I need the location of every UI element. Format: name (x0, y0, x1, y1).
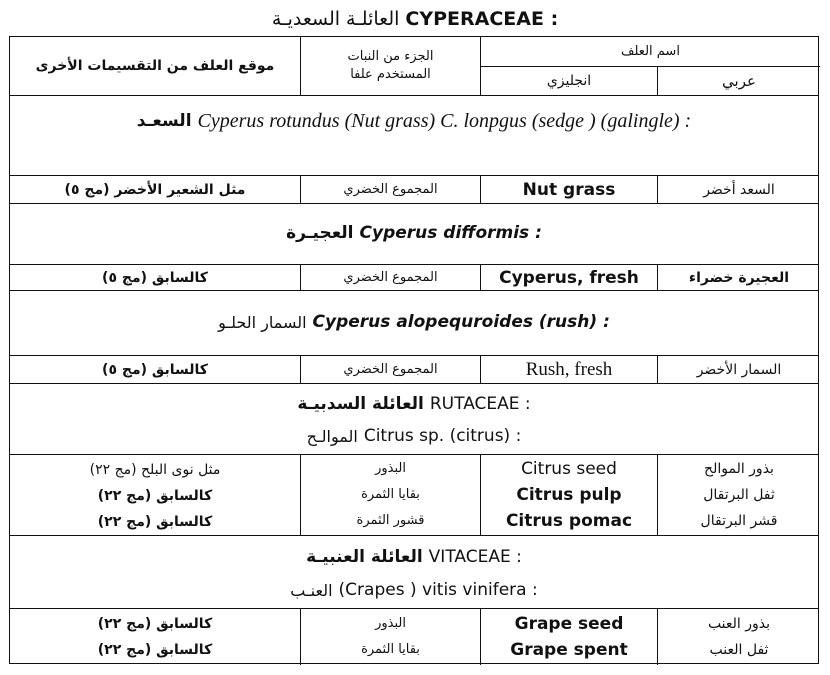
english-name: Cyperus, fresh (480, 265, 657, 290)
header-plant-part-line2: المستخدم علفا (350, 67, 431, 82)
section-title-latin: Cyperus difformis : (359, 223, 542, 243)
family-rutaceae (10, 383, 818, 454)
table-row (10, 264, 818, 290)
section-title-arabic: السمار الحلـو (218, 312, 307, 332)
other-classification: كالسابق (مج ٢٢) (97, 488, 213, 504)
other-classification: كالسابق (مج ٢٢) (97, 514, 213, 530)
arabic-name: العجيرة خضراء (657, 265, 820, 290)
section-title-arabic: السعـد (136, 111, 192, 131)
arabic-name: السمار الأخضر (657, 356, 820, 383)
english-name: Rush, fresh (480, 356, 657, 383)
header-english: انجليزي (480, 66, 657, 95)
arabic-name: السعد أخضر (657, 176, 820, 203)
header-arabic: عربي (657, 66, 820, 95)
english-name: Grape seed (514, 614, 624, 634)
plant-part: بقايا الثمرة (361, 642, 420, 657)
title-latin: CYPERACEAE : (405, 8, 559, 30)
english-name: Citrus seed (521, 459, 617, 479)
other-classification: كالسابق (مج ٥) (102, 269, 208, 286)
page-title (0, 2, 830, 36)
section-cyperus-difformis (10, 203, 818, 264)
section-title-latin: Cyperus rotundus (Nut grass) C. lonpgus (sedge ) (galingle) : (197, 109, 692, 132)
family-title-latin: RUTACEAE : (429, 394, 531, 414)
family-vitaceae (10, 535, 818, 608)
genus-title-arabic: الموالـح (306, 426, 358, 446)
feed-table (9, 36, 819, 664)
plant-part: المجموع الخضري (300, 176, 480, 203)
table-row (10, 175, 818, 203)
other-classification: مثل الشعير الأخضر (مج ٥) (64, 181, 246, 198)
section-title-latin: Cyperus alopequroides (rush) : (312, 312, 610, 332)
species-title-latin: (Crapes ) vitis vinifera : (338, 580, 538, 600)
header-plant-part-line1: الجزء من النبات (347, 49, 434, 64)
family-title-arabic: العائلة العنبيـة (306, 547, 423, 567)
plant-part: قشور الثمرة (356, 513, 425, 528)
grape-rows (10, 608, 818, 665)
genus-title-latin: Citrus sp. (citrus) : (363, 426, 522, 446)
arabic-name: قشر البرتقال (700, 513, 778, 529)
header-other-classifications: موقع العلف من التقسيمات الأخرى (35, 58, 275, 74)
arabic-name: بذور الموالح (704, 461, 774, 477)
header-feed-name: اسم العلف (480, 37, 820, 66)
english-name: Citrus pulp (516, 485, 622, 505)
title-arabic: العائلـة السعديـة (271, 8, 400, 30)
plant-part: المجموع الخضري (300, 356, 480, 383)
family-title-arabic: العائلة السدبيـة (297, 394, 424, 414)
table-header (10, 37, 818, 95)
plant-part: البذور (375, 461, 406, 476)
citrus-rows (10, 454, 818, 535)
table-row (10, 355, 818, 383)
header-plant-part (300, 37, 480, 95)
english-name: Nut grass (480, 176, 657, 203)
other-classification: كالسابق (مج ٥) (102, 361, 208, 378)
arabic-name: ثفل العنب (709, 642, 769, 658)
family-title-latin: VITACEAE : (428, 547, 522, 567)
other-classification: مثل نوى البلح (مج ٢٢) (89, 462, 221, 478)
other-classification: كالسابق (مج ٢٢) (97, 616, 213, 632)
english-name: Grape spent (510, 640, 628, 660)
plant-part: البذور (375, 616, 406, 631)
english-name: Citrus pomac (505, 511, 633, 531)
section-cyperus-rotundus (10, 95, 818, 175)
plant-part: المجموع الخضري (300, 265, 480, 290)
section-cyperus-alopequroides (10, 290, 818, 355)
other-classification: كالسابق (مج ٢٢) (97, 642, 213, 658)
arabic-name: ثفل البرتقال (703, 487, 775, 503)
species-title-arabic: العنـب (290, 580, 333, 600)
arabic-name: بذور العنب (707, 616, 771, 632)
section-title-arabic: العجيـرة (286, 223, 354, 243)
plant-part: بقايا الثمرة (361, 487, 420, 502)
